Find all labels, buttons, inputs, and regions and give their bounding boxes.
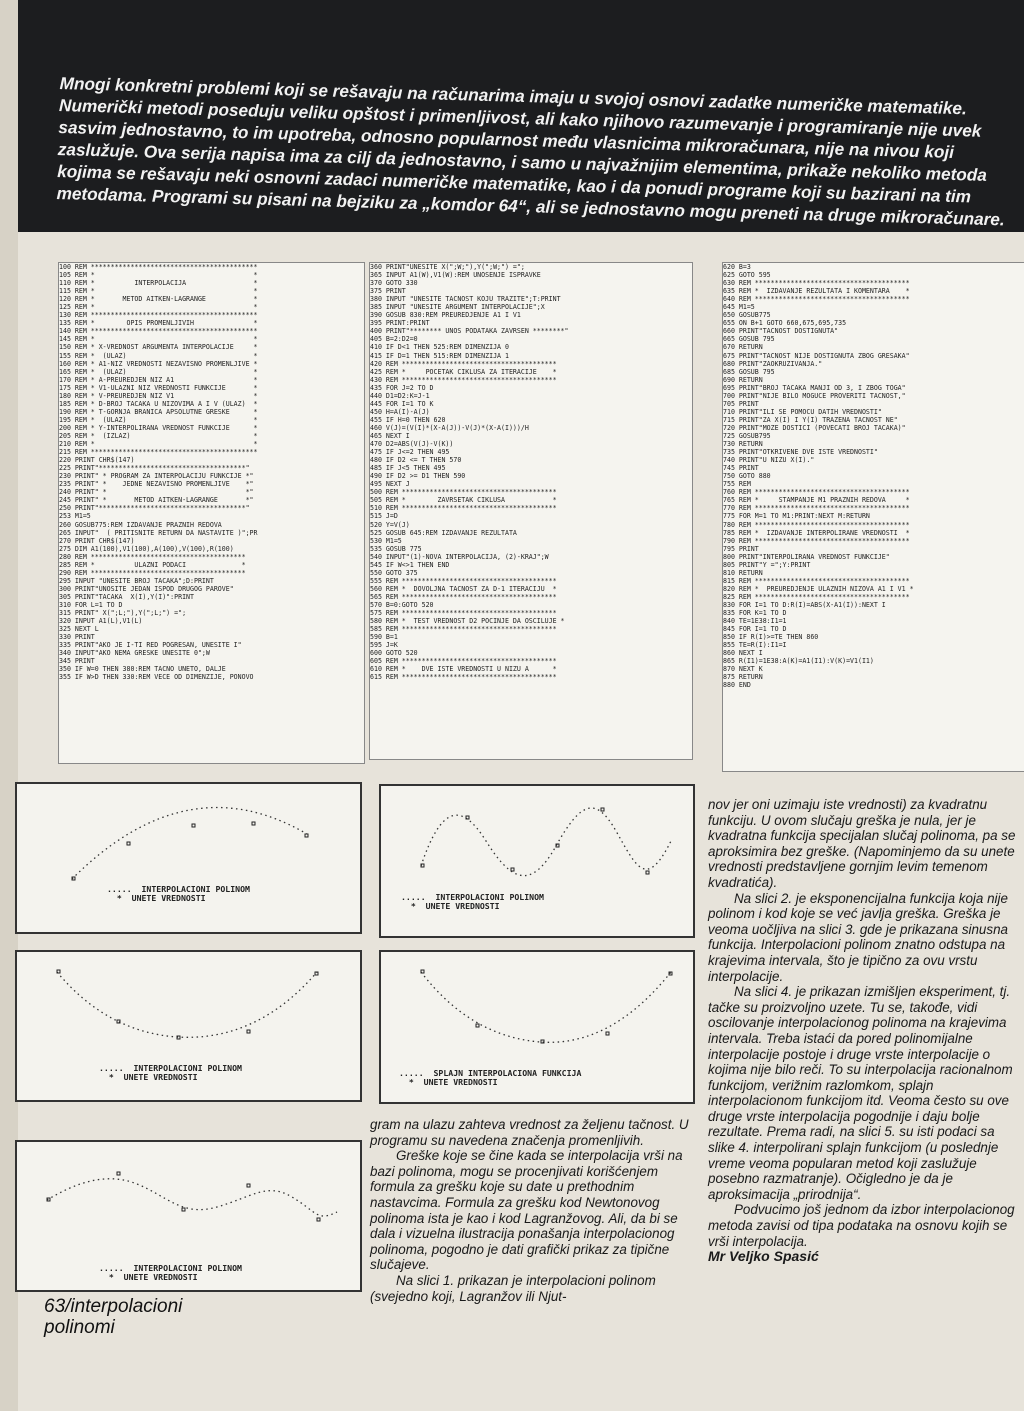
author: Mr Veljko Spasić [708, 1248, 819, 1265]
figure-1-legend-line1: ..... INTERPOLACIONI POLINOM [107, 884, 250, 894]
code-line: 820 REM * PREUREDJENJE ULAZNIH NIZOVA A1 I V1 * [723, 584, 914, 593]
code-line: 495 NEXT J [370, 480, 410, 489]
figure-2-plot [379, 784, 695, 938]
code-line: 155 REM * (ULAZ) * [59, 351, 258, 360]
code-line: 545 IF W<>1 THEN END [370, 560, 450, 569]
code-line: 405 B=2:D2=0 [370, 335, 418, 344]
code-line: 425 REM * POCETAK CIKLUSA ZA ITERACIJE * [370, 367, 557, 376]
figure-1-curve [17, 784, 360, 932]
code-line: 350 IF W=0 THEN 380:REM TACNO UNETO, DALJE [59, 665, 226, 674]
basic-listing-col-1 [58, 262, 365, 764]
code-line: 560 REM * DOVOLJNA TACNOST ZA D-1 ITERACIJU * [370, 584, 557, 593]
code-line: 600 GOTO 520 [370, 649, 418, 658]
code-line: 765 REM * STAMPANJE M1 PRAZNIH REDOVA * [723, 496, 910, 505]
code-line: 790 REM *************************************** [723, 536, 910, 545]
code-line: 145 REM * * [59, 335, 258, 344]
code-line: 130 REM ****************************************** [59, 311, 258, 320]
code-line: 220 PRINT CHR$(147) [59, 456, 135, 465]
code-line: 325 NEXT L [59, 625, 99, 634]
code-line: 720 PRINT"MOZE DOSTICI (POVECATI BROJ TACAKA)" [723, 423, 906, 432]
code-line: 570 B=0:GOTO 520 [370, 600, 434, 609]
figure-1-legend-line2: * UNETE VREDNOSTI [107, 893, 206, 903]
figure-4-legend-line2: * UNETE VREDNOSTI [399, 1077, 498, 1087]
code-line: 310 FOR L=1 TO D [59, 600, 123, 609]
code-line: 630 REM *************************************** [723, 279, 910, 288]
code-line: 435 FOR J=2 TO D [370, 383, 434, 392]
code-line: 465 NEXT I [370, 431, 410, 440]
figure-4-legend-line1: ..... SPLAJN INTERPOLACIONA FUNKCIJA [399, 1068, 582, 1078]
code-line: 295 INPUT "UNESITE BROJ TACAKA";D:PRINT [59, 576, 214, 585]
code-line: 670 RETURN [723, 343, 763, 352]
code-line: 860 NEXT I [723, 649, 763, 658]
code-line: 540 INPUT"(1)-NOVA INTERPOLACIJA, (2)-KRAJ";W [370, 552, 549, 561]
code-line: 550 GOTO 375 [370, 568, 418, 577]
figure-2-legend-line2: * UNETE VREDNOSTI [401, 901, 500, 911]
code-line: 305 PRINT"TACAKA X(I),Y(I)":PRINT [59, 592, 194, 601]
code-line: 700 PRINT"NIJE BILO MOGUCE PROVERITI TACNOST," [723, 391, 906, 400]
code-line: 525 GOSUB 645:REM IZDAVANJE REZULTATA [370, 528, 517, 537]
code-line: 645 M1=5 [723, 303, 755, 312]
code-line: 265 INPUT" ( PRITISNITE RETURN DA NASTAVITE )";PR [59, 528, 258, 537]
code-line: 660 PRINT"TACNOST DOSTIGNUTA" [723, 327, 839, 336]
code-line: 300 PRINT"UNOSITE JEDAN ISPOD DRUGOG PAROVE" [59, 584, 234, 593]
intro-text: Mnogi konkretni problemi koji se rešavaju na računarima imaju u svojoj osnovi zadatke numeričke matematike. Numerički metodi poseduju veliku opštost i primenljivost, ali kako njihovo razumevanje i programiranje nije uvek sasvim jednostavno, to im upotreba, odnosno popularnost među vlasnicima mikroračunara, nije na nivou koji zaslužuje. Ova serija napisa ima za cilj da jednostavno, i samo u najvažnijim elementima, prikaže nekoliko metoda kojima se rešavaju neki osnovni zadaci numeričke matematike, kao i da ponudi programe koji su bazirani na tim metodama. Programi su pisani na bejziku za „komdor 64“, ali se jednostavno mogu preneti na druge mikroračunare. [56, 72, 1005, 230]
figure-2-legend-line1: ..... INTERPOLACIONI POLINOM [401, 892, 544, 902]
code-line: 500 REM *************************************** [370, 488, 557, 497]
code-line: 280 REM *************************************** [59, 552, 246, 561]
intro-banner [18, 0, 1024, 232]
code-line: 385 INPUT "UNESITE ARGUMENT INTERPOLACIJE";X [370, 303, 545, 312]
code-line: 470 D2=ABS(V(J)-V(K)) [370, 440, 454, 449]
code-line: 395 PRINT:PRINT [370, 319, 430, 328]
code-line: 410 IF D<1 THEN 525:REM DIMENZIJA 0 [370, 343, 509, 352]
code-line: 205 REM * (IZLAZ) * [59, 431, 258, 440]
code-line: 750 GOTO 880 [723, 472, 771, 481]
code-line: 680 PRINT"ZAOKRUZIVANJA." [723, 359, 823, 368]
figure-5-legend-line2: * UNETE VREDNOSTI [99, 1272, 198, 1282]
code-line: 440 D1=D2:K=J-1 [370, 391, 430, 400]
code-line: 370 GOTO 330 [370, 279, 418, 288]
code-line: 735 PRINT"OTKRIVENE DVE ISTE VREDNOSTI" [723, 448, 878, 457]
code-line: 455 IF H=0 THEN 620 [370, 415, 446, 424]
code-line: 290 REM *************************************** [59, 568, 246, 577]
code-line: 345 PRINT [59, 657, 95, 666]
code-line: 485 IF J<5 THEN 495 [370, 464, 446, 473]
figure-3-legend-line2: * UNETE VREDNOSTI [99, 1072, 198, 1082]
code-line: 755 REM [723, 480, 751, 489]
code-line: 260 GOSUB775:REM IZDAVANJE PRAZNIH REDOVA [59, 520, 222, 529]
paragraph: nov jer oni uzimaju iste vrednosti) za kvadratnu funkciju. U ovom slučaju greška je nula, jer je kvadratna funkcija specijalan slučaj polinoma, pa se aproksimira bez greške. (Napominjemo da su unete vrednosti predstavljene gornjim levim temenom kvadratića). [708, 797, 1016, 890]
code-line: 805 PRINT"Y =";Y:PRINT [723, 560, 811, 569]
code-line: 445 FOR I=1 TO K [370, 399, 434, 408]
code-line: 815 REM *************************************** [723, 576, 910, 585]
code-line: 120 REM * METOD AITKEN-LAGRANGE * [59, 295, 258, 304]
code-line: 710 PRINT"ILI SE POMOCU DATIH VREDNOSTI" [723, 407, 882, 416]
code-line: 180 REM * V-PREUREDJEN NIZ V1 * [59, 391, 258, 400]
paragraph: Na slici 1. prikazan je interpolacioni polinom (svejedno koji, Lagranžov ili Njut- [370, 1272, 656, 1304]
code-line: 375 PRINT [370, 287, 406, 296]
basic-listing-col-3 [722, 262, 1024, 772]
code-line: 535 GOSUB 775 [370, 544, 422, 553]
code-line: 845 FOR I=1 TO D [723, 625, 787, 634]
code-line: 520 Y=V(J) [370, 520, 410, 529]
code-line: 510 REM *************************************** [370, 504, 557, 513]
figure-2-curve [381, 786, 693, 936]
code-line: 135 REM * OPIS PROMENLJIVIH * [59, 319, 258, 328]
code-line: 460 V(J)=(V(I)*(X-A(J))-V(J)*(X-A(I)))/H [370, 423, 529, 432]
figure-5-legend-line1: ..... INTERPOLACIONI POLINOM [99, 1263, 242, 1273]
code-line: 475 IF J<=2 THEN 495 [370, 448, 450, 457]
code-line: 655 ON B+1 GOTO 660,675,695,735 [723, 319, 847, 328]
code-line: 185 REM * D-BROJ TACAKA U NIZOVIMA A I V (ULAZ) * [59, 399, 258, 408]
code-line: 430 REM *************************************** [370, 375, 557, 384]
code-line: 575 REM *************************************** [370, 609, 557, 618]
code-line: 165 REM * (ULAZ) * [59, 367, 258, 376]
code-line: 865 R(I1)=1E38:A(K)=A1(I1):V(K)=V1(I1) [723, 657, 874, 666]
code-line: 685 GOSUB 795 [723, 367, 775, 376]
code-line: 810 RETURN [723, 568, 763, 577]
code-line: 635 REM * IZDAVANJE REZULTATA I KOMENTARA * [723, 287, 910, 296]
code-line: 400 PRINT"******** UNOS PODATAKA ZAVRSEN ********" [370, 327, 569, 336]
code-line: 615 REM *************************************** [370, 673, 557, 682]
code-line: 275 DIM A1(100),V1(100),A(100),V(100),R(100) [59, 544, 234, 553]
code-line: 590 B=1 [370, 633, 398, 642]
code-line: 150 REM * X-VREDNOST ARGUMENTA INTERPOLACIJE * [59, 343, 258, 352]
code-line: 565 REM *************************************** [370, 592, 557, 601]
code-line: 665 GOSUB 795 [723, 335, 775, 344]
figure-3-plot [15, 950, 362, 1102]
code-line: 160 REM * A1-NIZ VREDNOSTI NEZAVISNO PROMENLJIVE * [59, 359, 258, 368]
code-line: 125 REM * * [59, 303, 258, 312]
code-line: 240 PRINT" * *" [59, 488, 254, 497]
paragraph: Podvucimo još jednom da izbor interpolacionog metoda zavisi od tipa podataka na osnovu kojih se vrši interpolacija. [708, 1202, 1015, 1249]
code-line: 215 REM ****************************************** [59, 448, 258, 457]
code-line: 730 RETURN [723, 440, 763, 449]
code-line: 695 PRINT"BROJ TACAKA MANJI OD 3, I ZBOG TOGA" [723, 383, 906, 392]
code-line: 210 REM * * [59, 440, 258, 449]
code-line: 725 GOSUB795 [723, 431, 771, 440]
code-line: 110 REM * INTERPOLACIJA * [59, 279, 258, 288]
code-line: 715 PRINT"ZA X(I) I Y(I) TRAZENA TACNOST NE" [723, 415, 898, 424]
code-line: 640 REM *************************************** [723, 295, 910, 304]
code-line: 610 REM * DVE ISTE VREDNOSTI U NIZU A * [370, 665, 557, 674]
code-line: 880 END [723, 681, 751, 690]
code-line: 285 REM * ULAZNI PODACI * [59, 560, 246, 569]
code-line: 190 REM * T-GORNJA BRANICA APSOLUTNE GRESKE * [59, 407, 258, 416]
figure-5-plot [15, 1140, 362, 1292]
code-line: 320 INPUT A1(L),V1(L) [59, 617, 143, 626]
code-line: 775 FOR M=1 TO M1:PRINT:NEXT M:RETURN [723, 512, 870, 521]
code-line: 235 PRINT" * JEDNE NEZAVISNO PROMENLJIVE *" [59, 480, 254, 489]
code-line: 335 PRINT"AKO JE I-TI RED POGRESAN, UNESITE I" [59, 641, 242, 650]
code-line: 355 IF W>D THEN 330:REM VECE OD DIMENZIJE, PONOVO [59, 673, 254, 682]
code-line: 740 PRINT"U NIZU X(I)." [723, 456, 815, 465]
code-line: 250 PRINT"*************************************" [59, 504, 250, 513]
figure-3-legend-line1: ..... INTERPOLACIONI POLINOM [99, 1063, 242, 1073]
code-line: 620 B=3 [723, 263, 751, 271]
code-line: 705 PRINT [723, 399, 759, 408]
basic-listing-col-2 [369, 262, 693, 760]
code-line: 875 RETURN [723, 673, 763, 682]
code-line: 105 REM * * [59, 271, 258, 280]
paragraph: gram na ulazu zahteva vrednost za željenu tačnost. U programu su navedena značenja promenljivih. [370, 1117, 689, 1148]
code-line: 830 FOR I=1 TO D:R(I)=ABS(X-A1(I)):NEXT I [723, 600, 886, 609]
code-line: 825 REM *************************************** [723, 592, 910, 601]
code-line: 625 GOTO 595 [723, 271, 771, 280]
paragraph: Greške koje se čine kada se interpolacija vrši na bazi polinoma, mogu se procenjivati korišćenjem formula za grešku koje su date u prethodnim nastavcima. Formula za grešku kod Newtonovog polinoma ista je kao i kod Lagranžovog. Ali, da bi se dala i vizuelna ilustracija ponašanja interpolacionog polinoma, pogodno je dati grafički prikaz za tipične slučajeve. [370, 1148, 683, 1273]
code-line: 390 GOSUB 830:REM PREUREDJENJE A1 I V1 [370, 311, 521, 320]
code-line: 580 REM * TEST VREDNOST D2 POCINJE DA OSCILUJE * [370, 617, 565, 626]
figure-4-plot [379, 950, 695, 1104]
code-line: 380 INPUT "UNESITE TACNOST KOJU TRAZITE";T:PRINT [370, 295, 561, 304]
code-line: 415 IF D=1 THEN 515:REM DIMENZIJA 1 [370, 351, 509, 360]
code-line: 675 PRINT"TACNOST NIJE DOSTIGNUTA ZBOG GRESAKA" [723, 351, 910, 360]
article-text-middle [370, 1117, 690, 1304]
code-line: 760 REM *************************************** [723, 488, 910, 497]
code-line: 270 PRINT CHR$(147) [59, 536, 135, 545]
code-line: 585 REM *************************************** [370, 625, 557, 634]
code-line: 195 REM * (ULAZ) * [59, 415, 258, 424]
code-line: 480 IF D2 <= T THEN 570 [370, 456, 462, 465]
code-line: 800 PRINT"INTERPOLIRANA VREDNOST FUNKCIJE" [723, 552, 890, 561]
code-line: 140 REM ****************************************** [59, 327, 258, 336]
code-line: 170 REM * A-PREUREDJEN NIZ A1 * [59, 375, 258, 384]
code-line: 253 M1=5 [59, 512, 91, 521]
code-line: 340 INPUT"AKO NEMA GRESKE UNESITE 0";W [59, 649, 210, 658]
code-line: 245 PRINT" * METOD AITKEN-LAGRANGE *" [59, 496, 254, 505]
code-line: 745 PRINT [723, 464, 759, 473]
code-line: 650 GOSUB775 [723, 311, 771, 320]
code-line: 555 REM *************************************** [370, 576, 557, 585]
paragraph: Na slici 2. je eksponencijalna funkcija koja nije polinom i kod koje se već javlja greška. Greška je veoma uočljiva na slici 3. gde je prikazana sinusna funkcija. Interpolacioni polinom znatno odstupa na krajevima intervala, što je tipično za ovu vrstu interpolacije. [708, 890, 1008, 984]
code-line: 785 REM * IZDAVANJE INTERPOLIRANE VREDNOSTI * [723, 528, 910, 537]
code-line: 850 IF R(I)>=TE THEN 860 [723, 633, 819, 642]
code-line: 605 REM *************************************** [370, 657, 557, 666]
code-line: 530 M1=5 [370, 536, 402, 545]
code-line: 595 J=K [370, 641, 398, 650]
code-line: 780 REM *************************************** [723, 520, 910, 529]
code-line: 770 REM *************************************** [723, 504, 910, 513]
code-line: 505 REM * ZAVRSETAK CIKLUSA * [370, 496, 557, 505]
code-line: 490 IF D2 >= D1 THEN 590 [370, 472, 466, 481]
code-line: 200 REM * Y-INTERPOLIRANA VREDNOST FUNKCIJE * [59, 423, 258, 432]
code-line: 330 PRINT [59, 633, 95, 642]
code-line: 230 PRINT" * PROGRAM ZA INTERPOLACIJU FUNKCIJE *" [59, 472, 254, 481]
article-text-right [708, 797, 1024, 1265]
code-line: 690 RETURN [723, 375, 763, 384]
figure-caption: 63/interpolacioni polinomi [44, 1296, 183, 1338]
figure-1-plot [15, 782, 362, 934]
code-line: 175 REM * V1-ULAZNI NIZ VREDNOSTI FUNKCIJE * [59, 383, 258, 392]
code-line: 515 J=D [370, 512, 398, 521]
paragraph: Na slici 4. je prikazan izmišljen eksperiment, tj. tačke su proizvoljno uzete. Tu se, takođe, vidi oscilovanje interpolacionog polinoma na krajevima intervala. Treba istaći da pored polinomijalne interpolacije postoje i druge vrste interpolacije o kojima nije bilo reči. To su interpolacija racionalnom funkcijom, verižnim razlomkom, splajn interpolacionom funkcijom itd. Veoma često su ove druge vrste interpolacija pogodnije i daju bolje rezultate. Prema radi, na slici 5. su isti podaci sa slike 4. interpolirani splajn funkcijom (u poslednje vreme veoma popularan metod koji zaslužuje posebno razmatranje). Očigledno je da je aproksimacija „prirodnija“. [708, 984, 1013, 1202]
code-line: 870 NEXT K [723, 665, 763, 674]
code-line: 450 H=A(I)-A(J) [370, 407, 430, 416]
code-line: 115 REM * * [59, 287, 258, 296]
code-line: 315 PRINT" X(";L;"),Y(";L;") ="; [59, 609, 187, 618]
code-line: 100 REM ****************************************** [59, 263, 258, 271]
code-line: 835 FOR K=1 TO D [723, 609, 787, 618]
code-line: 360 PRINT"UNESITE X(";W;"),Y(";W;") ="; [370, 263, 525, 271]
code-line: 365 INPUT A1(W),V1(W):REM UNOSENJE ISPRAVKE [370, 271, 541, 280]
code-line: 420 REM *************************************** [370, 359, 557, 368]
code-line: 855 TE=R(I):I1=I [723, 641, 787, 650]
code-line: 225 PRINT"*************************************" [59, 464, 250, 473]
code-line: 795 PRINT [723, 544, 759, 553]
code-line: 840 TE=1E38:I1=1 [723, 617, 787, 626]
